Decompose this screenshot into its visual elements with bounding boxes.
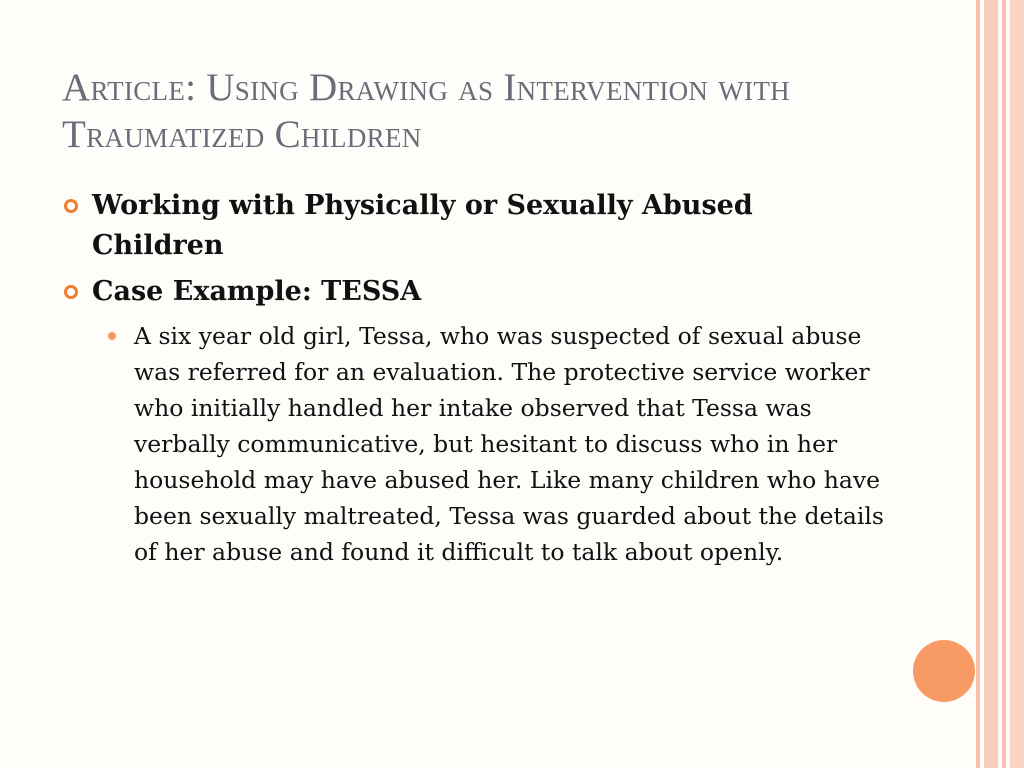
sub-bullet-item (104, 318, 894, 570)
ring-bullet-icon (64, 199, 78, 213)
bullet-item (62, 186, 882, 266)
dot-bullet-icon (108, 332, 116, 340)
decorative-stripe (1010, 0, 1024, 768)
slide-body (62, 186, 882, 570)
slide-title: Article: Using Drawing as Intervention with Traumatized Children (62, 66, 790, 156)
decorative-stripe (984, 0, 998, 768)
sub-bullet-text: A six year old girl, Tessa, who was suspected of sexual abuse was referred for an evaluation. The protective service worker who initially handled her intake observed that Tessa was verbally communicative, but hesitant to discuss who in her household may have abused her. Like many children who have been sexually maltreated, Tessa was guarded about the details of her abuse and found it difficult to talk about openly. (134, 322, 884, 566)
decorative-stripe (1002, 0, 1006, 768)
bullet-text: Case Example: TESSA (92, 276, 422, 307)
bullet-item (62, 272, 882, 312)
decorative-stripe (976, 0, 980, 768)
bullet-text: Working with Physically or Sexually Abused Children (92, 190, 753, 261)
decorative-circle (913, 640, 975, 702)
ring-bullet-icon (64, 285, 78, 299)
